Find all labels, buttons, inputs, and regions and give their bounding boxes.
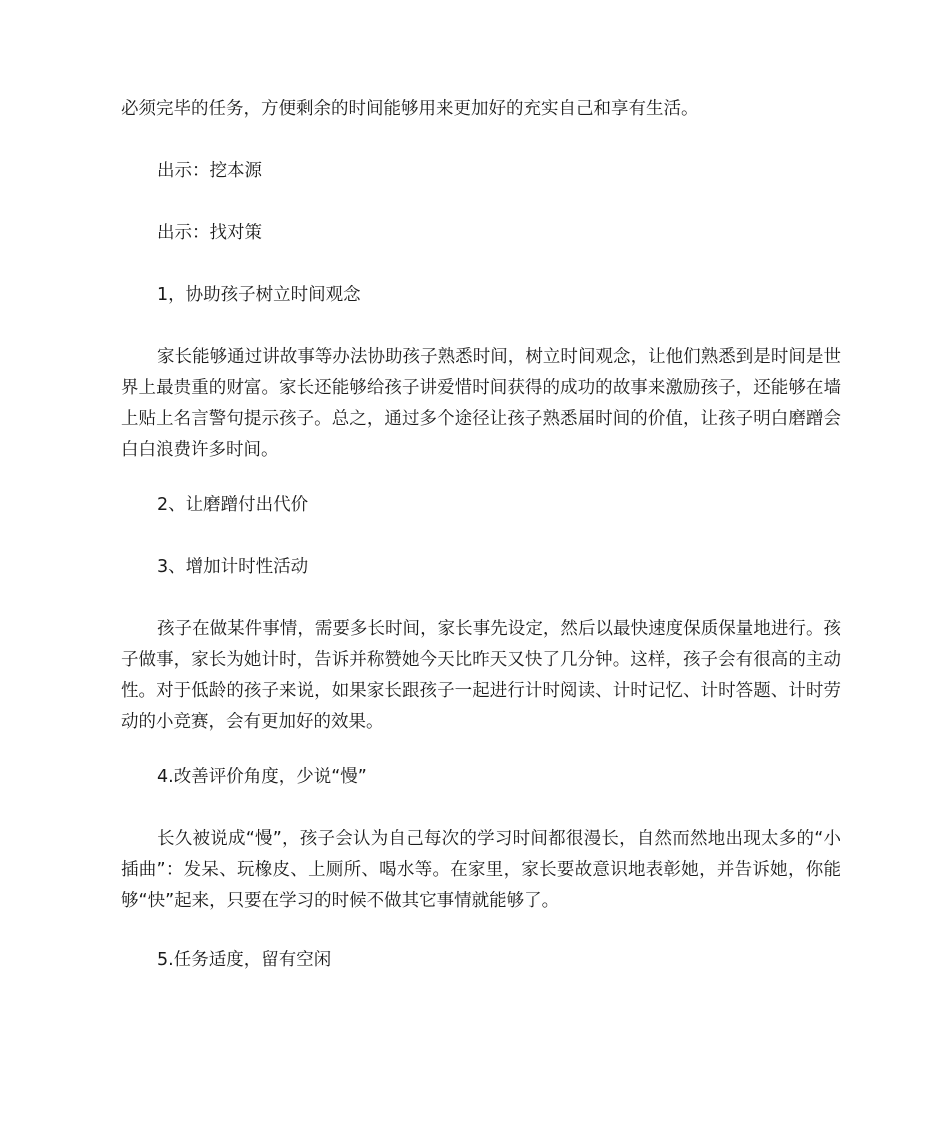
paragraph-item-4-body: 长久被说成“慢”，孩子会认为自己每次的学习时间都很漫长，自然而然地出现太多的“小插曲”：发呆、玩橡皮、上厕所、喝水等。在家里，家长要故意识地表彰她，并告诉她，你能够“快”起来，只要在学习的时候不做其它事情就能够了。 [121,829,841,911]
heading-item-4: 4.改善评价角度，少说“慢” [157,767,367,787]
heading-item-5: 5.任务适度，留有空闲 [157,950,332,970]
heading-show-countermeasures: 出示：找对策 [157,223,262,243]
heading-show-root-cause: 出示：挖本源 [157,161,262,181]
paragraph-item-1-body: 家长能够通过讲故事等办法协助孩子熟悉时间，树立时间观念，让他们熟悉到是时间是世界上最贵重的财富。家长还能够给孩子讲爱惜时间获得的成功的故事来激励孩子，还能够在墙上贴上名言警句提示孩子。总之，通过多个途径让孩子熟悉届时间的价值，让孩子明白磨蹭会白白浪费许多时间。 [121,347,841,460]
heading-item-1: 1，协助孩子树立时间观念 [157,285,361,305]
heading-item-2: 2、让磨蹭付出代价 [157,495,309,515]
paragraph-continuation: 必须完毕的任务，方便剩余的时间能够用来更加好的充实自己和享有生活。 [121,99,699,119]
heading-item-3: 3、增加计时性活动 [157,557,309,577]
paragraph-item-3-body: 孩子在做某件事情，需要多长时间，家长事先设定，然后以最快速度保质保量地进行。孩子做事，家长为她计时，告诉并称赞她今天比昨天又快了几分钟。这样，孩子会有很高的主动性。对于低龄的孩子来说，如果家长跟孩子一起进行计时阅读、计时记忆、计时答题、计时劳动的小竞赛，会有更加好的效果。 [121,619,841,732]
